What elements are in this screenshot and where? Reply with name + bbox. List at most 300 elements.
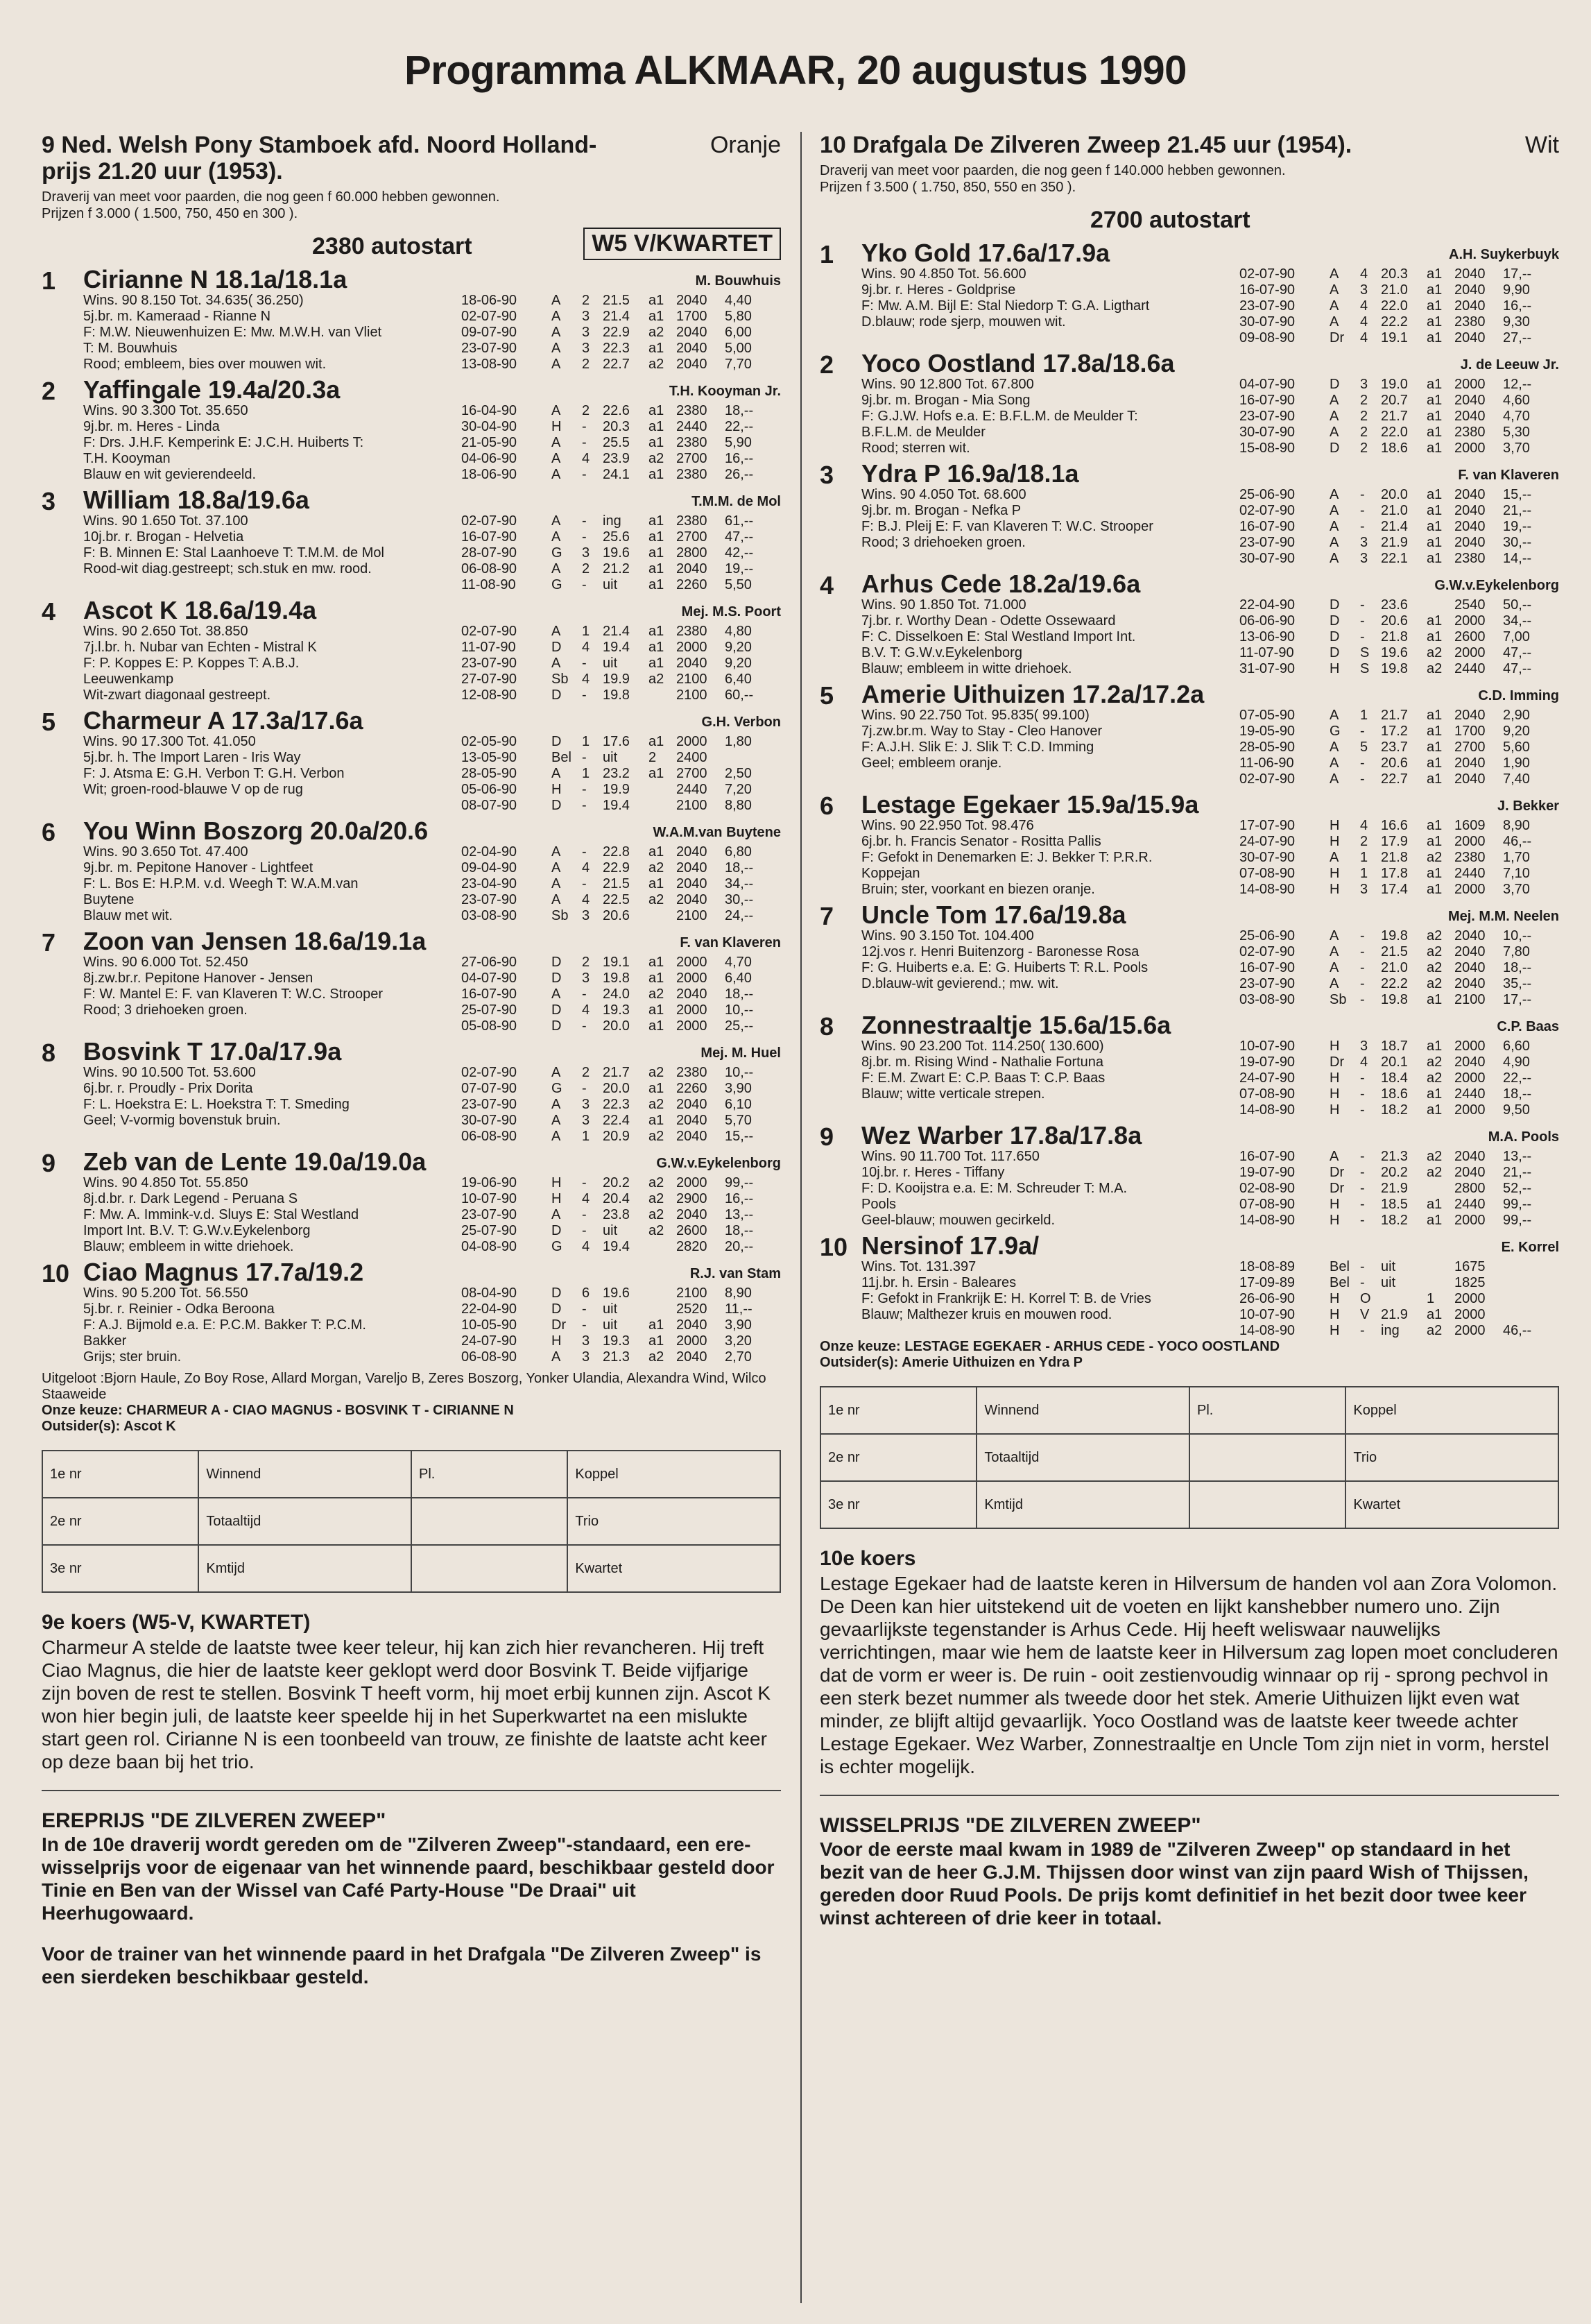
horse-info-line: 7j.br. r. Worthy Dean - Odette Ossewaard <box>861 613 1116 629</box>
performance-cell: a1 <box>1427 487 1443 502</box>
performance-cell: 25-07-90 <box>461 1002 517 1018</box>
performance-cell: 2000 <box>1454 1291 1486 1306</box>
performance-cell: 09-04-90 <box>461 860 517 875</box>
horse-trainer: F. van Klaveren <box>1458 468 1559 483</box>
performance-row: 31-07-90 H S 19.8 a2 2440 47,-- <box>1239 661 1532 676</box>
horse-trainer: J. Bekker <box>1497 798 1559 814</box>
horse-performances <box>461 513 781 593</box>
performance-cell: 04-06-90 <box>461 451 517 466</box>
performance-cell: 3 <box>1360 282 1368 298</box>
performance-cell: G <box>1330 724 1341 739</box>
horse-trainer: W.A.M.van Buytene <box>653 825 781 840</box>
horse-entry <box>820 899 1559 1008</box>
horse-info-line: T: M. Bouwhuis <box>83 341 178 356</box>
performance-cell <box>1427 1259 1454 1275</box>
horse-info <box>861 1259 1278 1323</box>
horse-info-line: Wins. 90 3.150 Tot. 104.400 <box>861 928 1034 943</box>
horse-trainer: A.H. Suykerbuyk <box>1449 247 1559 262</box>
performance-cell: 11-08-90 <box>461 577 516 592</box>
horse-performances <box>461 403 781 483</box>
horse-info-line: F: P. Koppes E: P. Koppes T: A.B.J. <box>83 656 300 671</box>
performance-cell <box>648 798 676 814</box>
performance-cell: a1 <box>648 971 664 986</box>
result-place[interactable] <box>820 1481 977 1528</box>
performance-cell: - <box>1360 487 1365 502</box>
performance-cell: 13-05-90 <box>461 750 517 765</box>
performance-cell: - <box>1360 992 1365 1007</box>
performance-cell: 2040 <box>1454 976 1486 991</box>
performance-cell: a2 <box>648 1191 664 1206</box>
horse-name: Zoon van Jensen 18.6a/19.1a <box>83 927 427 955</box>
performance-cell: 3 <box>582 1333 590 1349</box>
horse-number: 7 <box>820 902 834 930</box>
performance-cell: a2 <box>1427 928 1443 943</box>
performance-row: 28-05-90 A 1 23.2 a1 2700 2,50 <box>461 766 752 781</box>
horse-number: 5 <box>820 681 834 710</box>
horse-name: Bosvink T 17.0a/17.9a <box>83 1037 342 1066</box>
performance-cell: 19-06-90 <box>461 1175 517 1190</box>
performance-cell: 2040 <box>1454 535 1486 550</box>
horse-entry <box>42 484 781 593</box>
performance-cell: 2040 <box>1454 1165 1486 1180</box>
horse-header <box>820 678 1559 708</box>
performance-cell: a1 <box>648 1113 664 1128</box>
performance-cell: 4 <box>582 1191 590 1206</box>
performance-cell: a1 <box>648 734 664 749</box>
horse-info-line: Import Int. B.V. T: G.W.v.Eykelenborg <box>83 1223 311 1238</box>
our-choice: Onze keuze: CHARMEUR A - CIAO MAGNUS - BOSVINK T - CIRIANNE N <box>42 1403 514 1418</box>
performance-cell: Dr <box>551 1317 567 1333</box>
performance-cell: 24-07-90 <box>461 1333 517 1349</box>
performance-cell <box>1427 1275 1454 1291</box>
performance-cell: 2800 <box>676 545 707 561</box>
performance-cell: D <box>1330 613 1340 629</box>
horse-info-line: F: Drs. J.H.F. Kemperink E: J.C.H. Huiberts T: <box>83 435 364 450</box>
performance-row: 07-08-90 H - 18.6 a1 2440 18,-- <box>1239 1086 1532 1102</box>
performance-cell: 30-07-90 <box>1239 551 1296 566</box>
result-bet-label: Koppel <box>567 1451 780 1498</box>
horse-name: Lestage Egekaer 15.9a/15.9a <box>861 790 1199 819</box>
performance-cell: 21.7 <box>1381 409 1408 424</box>
performance-cell: a1 <box>1427 519 1443 534</box>
performance-cell: a1 <box>648 876 664 891</box>
performance-cell: uit <box>603 577 618 592</box>
performance-cell: a1 <box>648 545 664 561</box>
performance-cell: 25-06-90 <box>1239 487 1296 502</box>
performance-cell: 11-07-90 <box>1239 645 1294 660</box>
performance-cell: 6 <box>582 1285 590 1301</box>
performance-cell: a2 <box>1427 661 1443 676</box>
performance-cell: 2100 <box>676 798 707 813</box>
results-row <box>820 1434 1558 1481</box>
performance-cell: D <box>551 640 562 655</box>
performance-cell: 2040 <box>676 892 707 907</box>
performance-row <box>1239 1307 1559 1323</box>
performance-row: 18-06-90 A - 24.1 a1 2380 26,-- <box>461 467 754 482</box>
results-row <box>42 1545 780 1592</box>
performance-cell: 19.9 <box>603 782 630 797</box>
result-place[interactable] <box>820 1434 977 1481</box>
performance-cell: Sb <box>1330 992 1347 1007</box>
horse-info-line: Buytene <box>83 892 135 907</box>
performance-cell: a2 <box>648 1129 664 1144</box>
performance-cell: 31-07-90 <box>1239 661 1296 676</box>
performance-row: 28-05-90 A 5 23.7 a1 2700 5,60 <box>1239 740 1530 755</box>
performance-cell: 2380 <box>1454 425 1486 440</box>
performance-cell: 21.9 <box>1381 1181 1408 1196</box>
performance-cell: 2380 <box>676 513 707 529</box>
performance-cell: 2040 <box>676 325 707 340</box>
performance-cell: 2380 <box>1454 551 1486 566</box>
performance-cell: 24.0 <box>603 986 630 1002</box>
horse-entry <box>42 1146 781 1255</box>
performance-cell: a1 <box>648 435 664 450</box>
horse-entry <box>42 925 781 1034</box>
performance-cell: 2040 <box>676 1207 707 1222</box>
performance-cell: 22.7 <box>603 357 630 372</box>
horse-info-line: 9j.br. m. Brogan - Nefka P <box>861 503 1022 518</box>
result-place-label: 1e <box>50 1466 66 1482</box>
horse-performances <box>1239 597 1559 677</box>
performance-cell: 02-08-90 <box>1239 1181 1296 1196</box>
horse-info-line: Wins. 90 2.650 Tot. 38.850 <box>83 624 248 639</box>
start-row <box>42 226 781 262</box>
horse-entry <box>820 568 1559 677</box>
performance-cell: H <box>551 1175 562 1190</box>
horse-trainer: G.W.v.Eykelenborg <box>656 1156 781 1171</box>
race-header <box>820 132 1559 158</box>
performance-cell: 1700 <box>676 309 707 324</box>
performance-cell: 22.9 <box>603 325 630 340</box>
performance-cell: - <box>1360 1259 1365 1274</box>
performance-cell: - <box>1360 1323 1365 1338</box>
performance-row: 30-07-90 A 3 22.1 a1 2380 14,-- <box>1239 551 1532 566</box>
performance-cell: ing <box>1381 1323 1400 1338</box>
performance-row: 11-07-90 D S 19.6 a2 2000 47,-- <box>1239 645 1532 660</box>
performance-cell: 19.3 <box>603 1333 630 1349</box>
horse-body <box>42 513 781 593</box>
horse-info-line: B.V. T: G.W.v.Eykelenborg <box>861 645 1022 660</box>
horse-info-line: Wins. 90 10.500 Tot. 53.600 <box>83 1065 256 1080</box>
performance-cell: 1 <box>1360 866 1368 881</box>
horse-info <box>83 1175 499 1255</box>
race-9-column <box>42 132 781 2296</box>
performance-cell: 19.8 <box>1381 992 1408 1007</box>
performance-cell: 2 <box>582 293 590 308</box>
performance-cell: a2 <box>1427 850 1443 865</box>
performance-cell: 2700 <box>676 766 707 781</box>
horse-trainer: T.H. Kooyman Jr. <box>669 384 781 399</box>
result-place[interactable] <box>820 1387 977 1434</box>
result-nr-label: nr <box>69 1466 82 1482</box>
performance-row: 23-07-90 A - 23.8 a2 2040 13,-- <box>461 1207 754 1222</box>
horse-number: 6 <box>42 818 56 846</box>
race-conditions <box>820 162 1559 196</box>
horse-info-line: Wins. 90 23.200 Tot. 114.250( 130.600) <box>861 1039 1104 1054</box>
result-field-label: Winnend <box>977 1387 1189 1434</box>
performance-cell: 2260 <box>676 577 707 592</box>
results-row <box>820 1387 1558 1434</box>
performance-row: 23-07-90 A 2 21.7 a1 2040 4,70 <box>1239 409 1530 424</box>
performance-row: 05-06-90 H - 19.9 2440 7,20 <box>461 782 752 797</box>
horse-info <box>83 624 499 703</box>
prize-title: WISSELPRIJS "DE ZILVEREN ZWEEP" <box>820 1814 1201 1837</box>
horse-performances <box>461 955 781 1034</box>
horse-number: 2 <box>42 377 56 405</box>
performance-cell: a2 <box>1427 1054 1443 1070</box>
horse-body <box>42 1175 781 1255</box>
performance-cell: 2040 <box>676 561 707 576</box>
performance-cell: 2000 <box>676 1175 707 1190</box>
performance-cell: - <box>582 798 587 813</box>
performance-cell: 2440 <box>1454 866 1486 881</box>
result-pl-label <box>1189 1434 1345 1481</box>
performance-cell: 05-06-90 <box>461 782 517 797</box>
performance-cell: Sb <box>551 908 569 923</box>
performance-cell: D <box>551 687 562 703</box>
performance-cell: 22.4 <box>603 1113 630 1128</box>
performance-cell: 2000 <box>676 1018 707 1034</box>
performance-cell: 22.1 <box>1381 551 1408 566</box>
performance-cell: 2520 <box>676 1301 707 1317</box>
horse-name: Ascot K 18.6a/19.4a <box>83 596 317 624</box>
performance-cell: Sb <box>551 672 569 687</box>
horse-info-line: D.blauw; rode sjerp, mouwen wit. <box>861 314 1066 330</box>
performance-cell: - <box>1360 1181 1365 1196</box>
performance-cell: A <box>551 986 561 1002</box>
performance-cell: D <box>551 798 562 813</box>
horse-performances <box>1239 377 1559 456</box>
horse-info-line: F: A.J. Bijmold e.a. E: P.C.M. Bakker T: P.C.M. <box>83 1317 366 1333</box>
performance-cell: a2 <box>648 1065 664 1080</box>
column-divider <box>800 132 802 2303</box>
horse-header <box>42 264 781 293</box>
horse-trainer: Mej. M. Huel <box>700 1045 781 1061</box>
horse-info <box>861 818 1278 898</box>
performance-cell <box>1381 1291 1427 1307</box>
performance-cell: 4 <box>582 672 590 687</box>
horse-info <box>83 1065 499 1129</box>
performance-cell: 19-07-90 <box>1239 1165 1296 1180</box>
performance-cell: 2000 <box>676 1333 707 1349</box>
performance-cell: A <box>1330 755 1339 771</box>
horse-entry <box>820 1120 1559 1229</box>
performance-cell: 30-07-90 <box>461 1113 517 1128</box>
horse-header <box>42 1256 781 1288</box>
section-divider <box>820 1795 1559 1796</box>
performance-cell: 20.6 <box>1381 613 1408 629</box>
performance-cell: 07-08-90 <box>1239 866 1296 881</box>
performance-cell: Dr <box>1330 330 1345 345</box>
horse-name: Yaffingale 19.4a/20.3a <box>83 375 341 404</box>
performance-row: 06-08-90 A 2 21.2 a1 2040 19,-- <box>461 561 754 576</box>
performance-cell: a1 <box>648 293 664 308</box>
performance-cell: 2000 <box>676 640 707 655</box>
performance-cell: a1 <box>648 341 664 356</box>
performance-cell: 2700 <box>676 451 707 466</box>
performance-cell: 3 <box>1360 535 1368 550</box>
performance-row: 25-07-90 D - uit a2 2600 18,-- <box>461 1223 754 1238</box>
performance-cell: a1 <box>648 561 664 576</box>
horse-header <box>820 1120 1559 1149</box>
performance-cell: 04-07-90 <box>1239 377 1296 392</box>
horse-trainer: Mej. M.S. Poort <box>681 604 781 620</box>
performance-cell: uit <box>603 1301 618 1317</box>
performance-cell: 2100 <box>676 672 707 687</box>
performance-cell: A <box>551 293 561 308</box>
performance-row: 15-08-90 D 2 18.6 a1 2000 3,70 <box>1239 441 1530 456</box>
horse-info <box>83 955 499 1018</box>
result-pl-label <box>1189 1481 1345 1528</box>
performance-cell: 2 <box>1360 393 1368 408</box>
horse-info-line: 10j.br. r. Brogan - Helvetia <box>83 529 244 545</box>
performance-cell: Dr <box>1330 1054 1345 1070</box>
performance-cell: 16-07-90 <box>1239 393 1296 408</box>
horse-body <box>42 1065 781 1145</box>
horse-info-line: Wins. 90 11.700 Tot. 117.650 <box>861 1149 1040 1164</box>
performance-cell: a1 <box>648 955 664 970</box>
performance-row: 30-07-90 A 2 22.0 a1 2380 5,30 <box>1239 425 1530 440</box>
performance-cell: Dr <box>1330 1181 1345 1196</box>
horse-info <box>83 844 499 924</box>
performance-cell: A <box>1330 740 1339 755</box>
performance-cell: A <box>551 309 561 324</box>
performance-row: 25-06-90 A - 19.8 a2 2040 10,-- <box>1239 928 1532 943</box>
performance-cell <box>648 1239 676 1255</box>
performance-cell: 02-04-90 <box>461 844 517 860</box>
horse-info <box>83 403 499 483</box>
performance-cell: a1 <box>648 1333 664 1349</box>
horse-info-line: Blauw; Malthezer kruis en mouwen rood. <box>861 1307 1112 1322</box>
performance-row: 19-07-90 Dr 4 20.1 a2 2040 4,90 <box>1239 1054 1530 1070</box>
performance-cell: 2040 <box>1454 409 1486 424</box>
horse-performances <box>1239 1039 1559 1118</box>
performance-row: 11-06-90 A - 20.6 a1 2040 1,90 <box>1239 755 1530 771</box>
performance-cell: a1 <box>1427 266 1443 282</box>
result-place[interactable] <box>42 1545 198 1592</box>
performance-cell: - <box>582 1207 587 1222</box>
performance-cell: a1 <box>1427 740 1443 755</box>
performance-row: 19-05-90 G - 17.2 a1 1700 9,20 <box>1239 724 1530 739</box>
performance-cell: 2000 <box>676 734 707 749</box>
horse-info-line: Wins. 90 6.000 Tot. 52.450 <box>83 955 248 970</box>
horse-header <box>820 237 1559 266</box>
performance-cell: a1 <box>1427 866 1443 881</box>
performance-cell: 22.7 <box>1381 771 1408 787</box>
performance-cell: 2 <box>582 403 590 418</box>
horse-info-line: Blauw en wit gevierendeeld. <box>83 467 257 482</box>
performance-cell: 23.2 <box>603 766 630 781</box>
performance-cell: H <box>1330 818 1340 833</box>
performance-cell: - <box>1360 976 1365 991</box>
horse-header <box>820 348 1559 377</box>
performance-cell: A <box>1330 519 1339 534</box>
performance-row: 03-08-90 Sb 3 20.6 2100 24,-- <box>461 908 754 923</box>
performance-cell: 19.8 <box>1381 661 1408 676</box>
performance-cell: 23-04-90 <box>461 876 517 891</box>
performance-cell: 18.5 <box>1381 1197 1408 1212</box>
performance-cell: A <box>551 624 561 639</box>
performance-cell: 17.2 <box>1381 724 1408 739</box>
performance-cell <box>648 1285 676 1301</box>
performance-cell: 16-07-90 <box>1239 519 1296 534</box>
performance-cell: 1 <box>582 734 590 749</box>
performance-cell: V <box>1360 1307 1370 1322</box>
performance-cell: 2040 <box>1454 944 1486 959</box>
performance-cell: a2 <box>1427 1323 1443 1338</box>
result-place[interactable] <box>42 1451 198 1498</box>
performance-cell: 3 <box>1360 377 1368 392</box>
horse-info-line: F: D. Kooijstra e.a. E: M. Schreuder T: M.A. <box>861 1181 1128 1196</box>
outsiders: Outsider(s): Ascot K <box>42 1419 176 1434</box>
performance-cell: 23.9 <box>603 451 630 466</box>
performance-cell: - <box>582 577 587 592</box>
performance-cell: a2 <box>1427 960 1443 975</box>
performance-cell: A <box>1330 298 1339 314</box>
performance-cell: 28-05-90 <box>461 766 517 781</box>
performance-cell: D <box>1330 377 1340 392</box>
comment-text: Charmeur A stelde de laatste twee keer teleur, hij kan zich hier revancheren. Hij treft Ciao Magnus, die hier de laatste keer geklopt werd door Bosvink T. Beide vijfjarige zijn boven de rest te stellen. Bosvink T heeft vorm, hij moet erbij kunnen zijn. Ascot K won hier begin juli, de laatste keer speelde hij in het Superkwartet na een mislukte start geen rol. Cirianne N is een toonbeeld van trouw, ze finishte de laatste acht keer op deze baan bij het trio. <box>42 1637 771 1772</box>
performance-cell: 2380 <box>676 624 707 639</box>
result-place-label: 3e <box>828 1496 844 1512</box>
performance-cell: 04-07-90 <box>461 971 517 986</box>
performance-cell: A <box>551 467 561 482</box>
performance-cell: 4 <box>582 1002 590 1018</box>
performance-cell: a2 <box>648 1207 664 1222</box>
performance-cell: - <box>582 1175 587 1190</box>
performance-cell: 2380 <box>676 467 707 482</box>
performance-cell: 2000 <box>676 971 707 986</box>
performance-cell: 13-06-90 <box>1239 629 1296 644</box>
performance-cell: 23.8 <box>603 1207 630 1222</box>
result-nr-label: nr <box>847 1402 860 1418</box>
horse-performances <box>461 1065 781 1145</box>
performance-cell: H <box>1330 1039 1340 1054</box>
horse-name: Arhus Cede 18.2a/19.6a <box>861 570 1141 598</box>
horse-body <box>820 266 1559 346</box>
performance-cell: - <box>582 419 587 434</box>
performance-row: 23-07-90 A - 22.2 a2 2040 35,-- <box>1239 976 1532 991</box>
performance-cell: a1 <box>1427 314 1443 330</box>
result-place[interactable] <box>42 1498 198 1545</box>
horse-info-line: 9j.br. m. Pepitone Hanover - Lightfeet <box>83 860 313 875</box>
performance-row: 16-04-90 A 2 22.6 a1 2380 18,-- <box>461 403 754 418</box>
horse-body <box>42 1285 781 1365</box>
page-title: Programma ALKMAAR, 20 augustus 1990 <box>404 48 1187 93</box>
horse-info <box>83 293 499 373</box>
horse-performances <box>1239 818 1559 898</box>
performance-cell: 2040 <box>1454 393 1486 408</box>
horse-info <box>861 708 1278 771</box>
horse-info-line: 9j.br. r. Heres - Goldprise <box>861 282 1016 298</box>
performance-cell: 15-08-90 <box>1239 441 1296 456</box>
horse-header <box>42 705 781 734</box>
performance-cell: 02-07-90 <box>461 1065 517 1080</box>
bet-type-badge: W5 V/KWARTET <box>583 228 781 260</box>
performance-cell: 16-04-90 <box>461 403 517 418</box>
performance-cell <box>648 782 676 798</box>
performance-cell: H <box>1330 1307 1340 1322</box>
performance-cell: 3 <box>582 908 590 923</box>
result-bet-label: Trio <box>1345 1434 1558 1481</box>
performance-row: 14-08-90 H 3 17.4 a1 2000 3,70 <box>1239 882 1530 897</box>
result-place-label: 3e <box>50 1560 66 1576</box>
performance-row: 04-06-90 A 4 23.9 a2 2700 16,-- <box>461 451 754 466</box>
performance-cell: 23-07-90 <box>461 1207 517 1222</box>
horse-info-line: 9j.br. m. Heres - Linda <box>83 419 220 434</box>
performance-row: 02-05-90 D 1 17.6 a1 2000 1,80 <box>461 734 752 749</box>
performance-row: 16-07-90 A 3 21.0 a1 2040 9,90 <box>1239 282 1530 298</box>
